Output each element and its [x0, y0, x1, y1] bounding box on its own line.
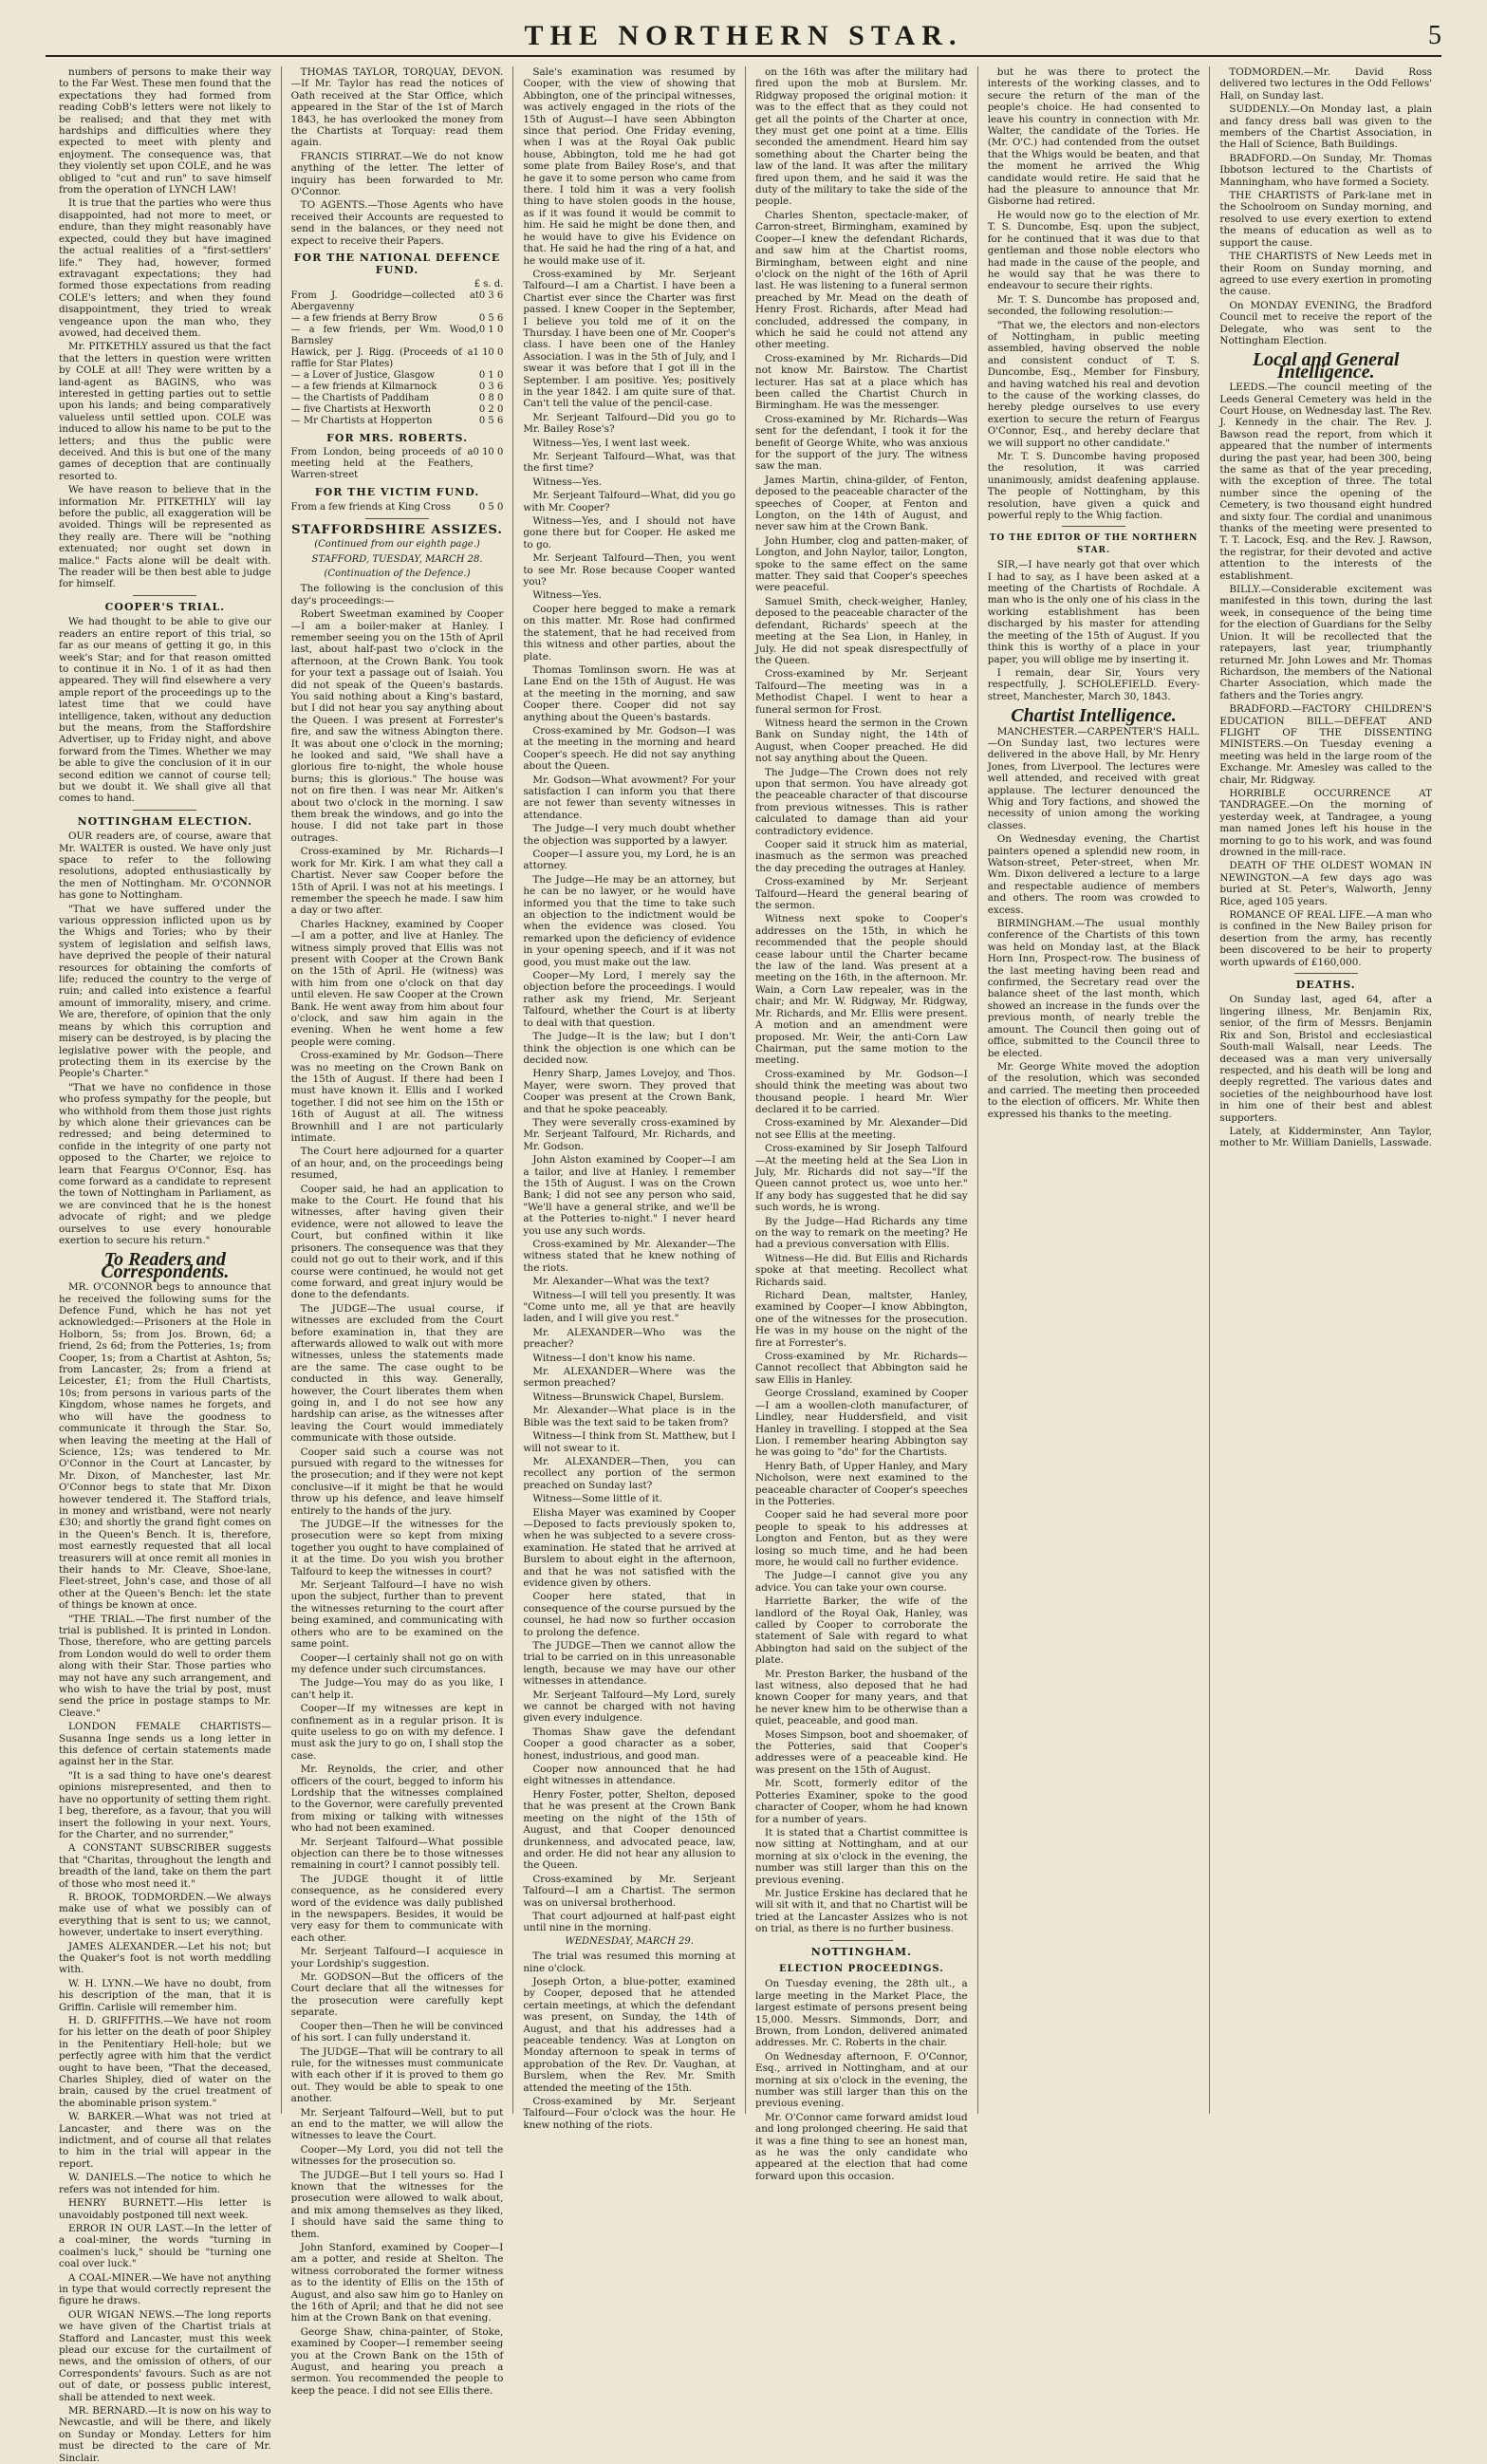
paragraph: but he was there to protect the interests of the working classes, and to secure the return of the man of the people's choice. He had consented to leave his country in connection with Mr. Walter, the candidate of the Tories. He (Mr. O'C.) had contended from the outset that the Whigs would be beaten, and that the moment he arrived the Whig candidate would retire. He said that he had the pleasure to announce that Mr. Gisborne had retired.: [987, 66, 1200, 208]
paragraph: Cross-examined by Mr. Serjeant Talfourd—I am a Chartist. The sermon was on universal brotherhood.: [523, 1873, 736, 1909]
paragraph: Mr. Reynolds, the crier, and other officers of the court, begged to inform his Lordship that the witnesses complained to the Governor, were carefully prevented from mixing or talking with witnesses who had not been examined.: [290, 1764, 504, 1835]
paragraph: Samuel Smith, check-weigher, Hanley, deposed to the peaceable character of the defendant, Richards' speech at the meeting at the Sea Lion, in Hanley, in July. He did not speak disrespectfully of the Queen.: [755, 595, 968, 666]
paragraph: Mr. Serjeant Talfourd—My Lord, surely we cannot be charged with not having given every indulgence.: [523, 1689, 736, 1725]
paragraph: Mr. Serjeant Talfourd—What, was that the first time?: [523, 451, 736, 475]
section-heading-large: Chartist Intelligence.: [1011, 705, 1177, 727]
fund-entry: [291, 502, 504, 513]
paragraph: Cross-examined by Mr. Serjeant Talfourd—The meeting was in a Methodist Chapel. I went to hear a funeral sermon for Frost.: [755, 668, 968, 716]
paragraph: Witness—Yes, and I should not have gone there but for Cooper. He asked me to go.: [523, 515, 736, 551]
section-heading-large: Local and General Intelligence.: [1252, 349, 1400, 383]
paragraph: Witness—I will tell you presently. It was "Come unto me, all ye that are heavily laden, and I will give you rest.": [523, 1289, 736, 1325]
paragraph: On Tuesday evening, the 28th ult., a large meeting in the Market Place, the largest estimate of persons present being 15,000. Messrs. Simmonds, Dorr, and Brown, from London, delivered animated addresses. Mr. C. Roberts in the chair.: [755, 1978, 968, 2049]
paragraph: The JUDGE—That will be contrary to all rule, for the witnesses must communicate with each other if it is proved to them go out. They would be able to speak to one another.: [290, 2045, 504, 2105]
paragraph: The JUDGE—But I tell yours so. Had I known that the witnesses for the prosecution were allowed to walk about, and mix among themselves as they liked, I should have said the same thing to them.: [290, 2169, 504, 2240]
paragraph: Cooper—My Lord, you did not tell the witnesses for the prosecution so.: [290, 2143, 504, 2168]
divider: [133, 595, 196, 596]
paragraph: A COAL-MINER.—We have not anything in type that would correctly represent the figure he draws.: [59, 2271, 271, 2307]
paragraph: HENRY BURNETT.—His letter is unavoidably postponed till next week.: [59, 2197, 271, 2221]
paragraph: numbers of persons to make their way to the Far West. These men found that the expectations they had formed from reading CobB's letters were not likely to be realised; and that they met with hardships and difficulties where they expected to meet with plenty and enjoyment. The consequence was, that they violently set upon COLE, and he was obliged to "cut and run" to save himself from the operation of LYNCH LAW!: [59, 66, 271, 196]
paragraph: Thomas Shaw gave the defendant Cooper a good character as a sober, honest, industrious, and good man.: [523, 1726, 736, 1762]
paragraph: Mr. Godson—What avowment? For your satisfaction I can inform you that there are not fewer than seventy witnesses in attendance.: [523, 774, 736, 821]
fund-entry-amount: 0 5 0: [478, 501, 504, 513]
paragraph: It is stated that a Chartist committee is now sitting at Nottingham, and at our morning at six o'clock in the evening, the number was still larger than this on the previous evening.: [755, 1826, 968, 1886]
paragraph: THE CHARTISTS of Park-lane met in the Schoolroom on Sunday morning, and resolved to use every exertion to extend the means of education as well as to support the cause.: [1219, 190, 1433, 249]
fund-entry-label: From London, being proceeds of a meeting held at the Feathers, Warren-street: [290, 447, 474, 481]
paragraph: The Judge—I cannot give you any advice. You can take your own course.: [755, 1570, 968, 1594]
paragraph: On Wednesday evening, the Chartist painters opened a splendid new room, in Watson-street, Peter-street, when Mr. Wm. Dixon delivered a lecture to a large and respectable audience of members and others. The room was crowded to excess.: [987, 833, 1200, 916]
paragraph: Mr. Scott, formerly editor of the Potteries Examiner, spoke to the good character of Cooper, whom he had known for a number of years.: [755, 1778, 968, 1825]
paragraph: Mr. ALEXANDER—Where was the sermon preached?: [523, 1366, 736, 1390]
paragraph: Mr. Preston Barker, the husband of the last witness, also deposed that he had known Cooper for many years, and that he never knew him to be otherwise than a quiet, peaceable, and good man.: [755, 1668, 968, 1727]
paragraph: On Wednesday afternoon, F. O'Connor, Esq., arrived in Nottingham, and at our morning at six o'clock in the evening, the number was still larger than this on the previous evening.: [755, 2050, 968, 2110]
divider: [1062, 526, 1125, 527]
paragraph: DEATH OF THE OLDEST WOMAN IN NEWINGTON.—A few days ago was buried at St. Peter's, Walworth, Jenny Rice, aged 105 years.: [1219, 860, 1433, 907]
paragraph: John Alston examined by Cooper—I am a tailor, and live at Hanley. I remember the 15th of August. I was on the Crown Bank; I did not see any person who said, "We'll have a general strike, and we'll be at the Potteries to-night." I never heard you use any such words.: [523, 1154, 736, 1237]
paragraph: Cooper said it struck him as material, inasmuch as the sermon was preached the day preceding the outrages at Hanley.: [755, 839, 968, 874]
fund-heading: FOR THE VICTIM FUND.: [314, 486, 480, 499]
paragraph: Moses Simpson, boot and shoemaker, of the Potteries, said that Cooper's addresses were of a peaceable kind. He was present on the 15th of August.: [755, 1728, 968, 1776]
paragraph: The Judge—You may do as you like, I can't help it.: [290, 1677, 504, 1701]
divider: [365, 518, 429, 519]
paragraph: Cooper said he had several more poor people to speak to his addresses at Longton and Fenton, but as they were losing so much time, and he had been more, he would call no further evidence.: [755, 1509, 968, 1568]
section-heading: STAFFORDSHIRE ASSIZES.: [291, 522, 503, 537]
paragraph: That court adjourned at half-past eight until nine in the morning.: [523, 1910, 736, 1934]
paragraph: Cross-examined by Mr. Godson—I was at the meeting in the morning and heard Cooper's speech. He did not say anything about the Queen.: [523, 724, 736, 773]
paragraph: It is true that the parties who were thus disappointed, had not more to meet, or endure, than they might reasonably have expected, could they but have imagined the actual realities of a "first-settlers' life." They had, however, formed extravagant expectations; they had formed those expectations from reading COLE's letters; and when they found disappointment, they tried to wreak vengeance upon the man who, they avowed, had deceived them.: [59, 197, 271, 339]
divider: [133, 810, 196, 811]
paragraph: SUDDENLY.—On Monday last, a plain and fancy dress ball was given to the members of the Chartist Association, in the Hall of Science, Bath Buildings.: [1219, 103, 1433, 151]
subheading: STAFFORD, TUESDAY, MARCH 28.: [311, 553, 483, 565]
fund-entry-amount: 0 5 6: [478, 415, 504, 426]
paragraph: The JUDGE—The usual course, if witnesses are excluded from the Court before examination in, that they are afterwards allowed to walk out with more witnesses, unless the statements made are the same. The case ought to be conducted in this way. Generally, however, the Court liberates them when going in, and I do not see how any hardship can arise, as the witnesses after leaving the Court would immediately communicate with those outside.: [290, 1302, 504, 1445]
paragraph: THOMAS TAYLOR, TORQUAY, DEVON.—If Mr. Taylor has read the notices of Oath received at the Star Office, which appeared in the Star of the 1st of March 1843, he has overlooked the money from the Chartists at Torquay: read them again.: [290, 66, 504, 149]
paragraph: Cross-examined by Mr. Serjeant Talfourd—Four o'clock was the hour. He knew nothing of the riots.: [523, 2096, 736, 2131]
page-number: 5: [1428, 21, 1441, 50]
fund-entry: [291, 382, 504, 393]
paragraph: R. BROOK, TODMORDEN.—We always make use of what we possibly can of everything that is sent to us; we cannot, however, undertake to insert everything.: [59, 1891, 271, 1939]
fund-entry-label: — five Chartists at Hexworth: [290, 403, 432, 415]
paragraph: Charles Hackney, examined by Cooper—I am a potter, and live at Hanley. The witness simply proved that Ellis was not present with Cooper at the Crown Bank on the 15th of April. He (witness) was with him from one o'clock on that day until eleven. He saw Cooper at the Crown Bank. He went away from him about four o'clock, and saw him again in the evening. When he went home a few people were coming.: [290, 918, 504, 1048]
paragraph: Mr. T. S. Duncombe having proposed the resolution, it was carried unanimously, amidst deafening applause. The people of Nottingham, by this resolution, have given a quick and powerful reply to the Whig faction.: [987, 451, 1200, 522]
paragraph: Cross-examined by Mr. Serjeant Talfourd—Heard the general bearing of the sermon.: [755, 876, 968, 912]
paragraph: Witness—He did. But Ellis and Richards spoke at that meeting. Recollect what Richards said.: [755, 1252, 968, 1288]
paragraph: Mr. Serjeant Talfourd—Well, but to put an end to the matter, we will allow the witnesses to leave the Court.: [290, 2106, 504, 2142]
paragraph: LONDON FEMALE CHARTISTS—Susanna Inge sends us a long letter in this defence of certain statements made against her in the Star.: [59, 1721, 271, 1768]
paragraph: Mr. PITKETHLY assured us that the fact that the letters in question were written by COLE at all! They were written by a land-agent as BAGINS, who was interested in getting parties out to settle upon his lands; and being comparatively valueless until settled upon. COLE was induced to allow his name to be put to the letters; and thus the public were deceived. And this is but one of the many games of deception that are continually resorted to.: [59, 341, 271, 482]
paragraph: Cooper—I assure you, my Lord, he is an attorney.: [523, 849, 736, 872]
section-heading: NOTTINGHAM ELECTION.: [77, 814, 253, 828]
paragraph: Mr. Serjeant Talfourd—Did you go to Mr. Bailey Rose's?: [523, 411, 736, 436]
paragraph: BRADFORD.—FACTORY CHILDREN'S EDUCATION BILL.—DEFEAT AND FLIGHT OF THE DISSENTING MINISTERS.—On Tuesday evening a meeting was held in the large room of the Exchange. Mr. Amesley was called to the chair, Mr. Ridgway.: [1219, 703, 1433, 786]
fund-entry-amount: 0 3 6: [478, 289, 504, 301]
column-5: [978, 66, 1211, 2114]
paragraph: Witness—Yes.: [532, 476, 602, 488]
paragraph: TO AGENTS.—Those Agents who have received their Accounts are requested to send in the balances, or they need not expect to receive their Papers.: [290, 199, 504, 247]
masthead: [46, 17, 1441, 57]
fund-entry: [291, 447, 504, 481]
fund-entry: [291, 393, 504, 404]
divider: [1294, 973, 1358, 974]
paragraph: Mr. T. S. Duncombe has proposed and, seconded, the following resolution:—: [987, 293, 1200, 318]
paragraph: The JUDGE—Then we cannot allow the trial to be carried on in this unreasonable length, because we may have our other witnesses in attendance.: [523, 1640, 736, 1688]
fund-entry-label: — a Lover of Justice, Glasgow: [290, 369, 436, 381]
paragraph: Mr. Serjeant Talfourd—What, did you go with Mr. Cooper?: [523, 490, 736, 513]
fund-entry-amount: 1 10 0: [473, 346, 504, 358]
paragraph: Thomas Tomlinson sworn. He was at Lane End on the 15th of August. He was at the meeting in the morning, and saw Cooper there. Cooper did not say anything about the Queen's bastards.: [523, 663, 736, 723]
paragraph: Cross-examined by Sir Joseph Talfourd—At the meeting held at the Sea Lion in July, Mr. Richards did not say—"If the Queen cannot protect us, woe unto her." If any body has suggested that he did say such words, he is wrong.: [755, 1143, 968, 1214]
paragraph: W. BARKER.—What was not tried at Lancaster, and there was on the indictment, and of course all that relates to him in the trial will appear in the report.: [59, 2111, 271, 2170]
fund-entry-label: From J. Goodridge—collected at Abergavenny: [290, 289, 479, 312]
paragraph: Richard Dean, maltster, Hanley, examined by Cooper—I know Abbington, one of the witnesses for the prosecution. He was in my house on the night of the fire at Forrester's.: [755, 1290, 968, 1349]
fund-entry-label: — a few friends, per Wm. Wood, Barnsley: [290, 324, 479, 346]
paragraph: Harriette Barker, the wife of the landlord of the Royal Oak, Hanley, was called by Cooper to corroborate the statement of Sale with regard to what Abbington had said on the subject of the plate.: [755, 1596, 968, 1667]
paragraph: JAMES ALEXANDER.—Let his not; but the Quaker's foot is not worth meddling with.: [59, 1940, 271, 1976]
fund-entry-label: — the Chartists of Paddiham: [290, 392, 429, 403]
paragraph: H. D. GRIFFITHS.—We have not room for his letter on the death of poor Shipley in the Penitentiary Hell-hole; but we perfectly agree with him that the verdict ought to have been, "That the deceased, Charles Shipley, died of water on the brain, caused by the cruel treatment of the abominable prison system.": [59, 2015, 271, 2109]
paragraph: We had thought to be able to give our readers an entire report of this trial, so far as our means of getting it go, in this week's Star; and for that reason omitted to continue it in No. 1 of it as had then appeared. They will find elsewhere a very ample report of the proceedings up to the latest time that we could have intelligence, taken, without any deduction but the means, from the Staffordshire Advertiser, up to Friday night, and above forward from the Times. Whether we may be able to give the conclusion of it in our second edition we cannot of course tell; but we doubt it. We shall give all that comes to hand.: [59, 616, 271, 805]
paragraph: on the 16th was after the military had fired upon the mob at Burslem. Mr. Ridgway proposed the original motion: it was to the effect that as they could not get all the points of the Charter at once, they must get one point at a time. Ellis seconded the amendment. Heard him say something about the Charter being the law of the land. It was after the military fired upon them, and he said it was the duty of the military to take the side of the people.: [755, 66, 968, 208]
paragraph: MANCHESTER.—CARPENTER'S HALL.—On Sunday last, two lectures were delivered in the above Hall, by Mr. Henry Jones, from Liverpool. The lectures were well attended, and received with great applause. The lecturer denounced the Whig and Tory factions, and showed the necessity of union among the working classes.: [987, 725, 1200, 831]
paragraph: Mr. George White moved the adoption of the resolution, which was seconded and carried. The meeting then proceeded to the election of officers. Mr. White then expressed his thanks to the meeting.: [987, 1060, 1200, 1120]
paragraph: Witness—Brunswick Chapel, Burslem.: [532, 1391, 725, 1403]
paragraph: OUR readers are, of course, aware that Mr. WALTER is ousted. We have only just space to refer to the following resolutions, adopted enthusiastically by the men of Nottingham. Mr. O'CONNOR has gone to Nottingham.: [59, 831, 271, 902]
paragraph: The Court here adjourned for a quarter of an hour, and, on the proceedings being resumed,: [290, 1146, 504, 1182]
paragraph: Elisha Mayer was examined by Cooper—Deposed to facts previously spoken to, when he was subjected to a severe cross-examination. He stated that he arrived at Burslem to about eight in the afternoon, and that he was not satisfied with the evidence given by others.: [523, 1506, 736, 1589]
paragraph: James Martin, china-gilder, of Fenton, deposed to the peaceable character of the speeches of Cooper, at Fenton and Longton, on the 14th of August, and never saw him at the Crown Bank.: [755, 474, 968, 533]
paragraph: Henry Foster, potter, Shelton, deposed that he was present at the Crown Bank meeting on the night of the 15th of August, and that Cooper denounced drunkenness, and advocated peace, law, and order. He did not hear any allusion to the Queen.: [523, 1788, 736, 1872]
paragraph: Mr. Serjeant Talfourd—What possible objection can there be to those witnesses remaining in court? I cannot possibly tell.: [290, 1836, 504, 1872]
paragraph: Charles Shenton, spectacle-maker, of Carron-street, Birmingham, examined by Cooper—I knew the defendant Richards, and saw him at the Chartist rooms, Birmingham, between eight and nine o'clock on the night of the 16th of April last. He was listening to a funeral sermon preached by Mr. Mead on the death of Henry Frost. Richards, after Mead had concluded, addressed the company, in which he said he could not attend any other meeting.: [755, 209, 968, 351]
fund-heading: FOR THE NATIONAL DEFENCE FUND.: [293, 252, 501, 276]
paragraph: George Crossland, examined by Cooper—I am a woollen-cloth manufacturer, of Lindley, near Huddersfield, and visit Hanley in travelling. I stopped at the Sea Lion. I remember hearing Abbington say he was going to "do" for the Chartists.: [755, 1388, 968, 1459]
paragraph: Henry Bath, of Upper Hanley, and Mary Nicholson, were next examined to the peaceable character of Cooper's speeches in the Potteries.: [755, 1460, 968, 1507]
fund-entry-amount: 0 5 6: [478, 312, 504, 324]
paragraph: They were severally cross-examined by Mr. Serjeant Talfourd, Mr. Richards, and Mr. Godson.: [523, 1116, 736, 1152]
fund-list: [291, 447, 504, 481]
paragraph: Robert Sweetman examined by Cooper—I am a boiler-maker at Hanley. I remember seeing you on the 15th of April last, about half-past two o'clock in the afternoon, at the Crown Bank. You took for your text a passage out of Isaiah. You did not speak of the Queen's bastards. You said nothing about a King's bastard, but I did not hear you say anything about the Queen. I was present at Forrester's fire, and saw the witness Abington there. It was about one o'clock in the morning; he looked and said, "We shall have a glorious fire to-night, the whole house burns; this is glorious." The house was not on fire then. I was near Mr. Aitken's about two o'clock in the morning. I saw them break the windows, and go into the house. I did not take part in those outrages.: [290, 608, 504, 844]
paragraph: We have reason to believe that in the information Mr. PITKETHLY will lay before the public, all exaggeration will be avoided. Things will be represented as they really are. There will be "nothing extenuated; nor ought set down in malice." Facts alone will be dealt with. The reader will be then best able to judge for himself.: [59, 484, 271, 590]
fund-column-header: £ s. d.: [474, 278, 504, 289]
paragraph: Cross-examined by Mr. Alexander—The witness stated that he knew nothing of the riots.: [523, 1239, 736, 1274]
paragraph: By the Judge—Had Richards any time on the way to remark on the meeting? He had a previous conversation with Ellis.: [755, 1215, 968, 1251]
fund-entry-label: Hawick, per J. Rigg. (Proceeds of a raffle for Star Plates): [290, 346, 474, 369]
paragraph: I remain, dear Sir, Yours very respectfully, J. SCHOLEFIELD. Every-street, Manchester, March 30, 1843.: [987, 666, 1200, 702]
fund-entry: [291, 313, 504, 325]
paragraph: Cooper here stated, that in consequence of the course pursued by the counsel, he had now so further occasion to prolong the defence.: [523, 1591, 736, 1638]
paragraph: Joseph Orton, a blue-potter, examined by Cooper, deposed that he attended certain meetings, at which the defendant was present, on Sunday, the 14th of August, and that his addresses had a peaceable tendency. Was at Longton on Monday afternoon to speak in terms of approbation of the Rev. Dr. Vaughan, at Burslem, when the Rev. Mr. Smith attended the meeting of the 15th.: [523, 1975, 736, 2094]
subheading: WEDNESDAY, MARCH 29.: [565, 1935, 694, 1947]
fund-entry-amount: 0 1 0: [478, 324, 504, 335]
fund-entry-amount: 0 8 0: [478, 392, 504, 403]
paragraph: The trial was resumed this morning at nine o'clock.: [523, 1951, 736, 1974]
paragraph: Witness—Yes, I went last week.: [532, 437, 691, 449]
paragraph: Cooper—My Lord, I merely say the objection before the proceedings. I would rather ask my friend, Mr. Serjeant Talfourd, whether the Court is at liberty to deal with that question.: [523, 970, 736, 1029]
paragraph: The Judge—He may be an attorney, but he can be no lawyer, or he would have informed you that the time to take such an objection to the indictment would be when the evidence was closed. You remarked upon the deficiency of evidence in your opening speech, and if it was not good, you must make out the law.: [523, 873, 736, 968]
fund-entry: [291, 370, 504, 382]
paragraph: Cooper said, he had an application to make to the Court. He found that his witnesses, after having given their evidence, were not allowed to leave the Court, but confined within it like prisoners. The consequence was that they could not go out to their work, and if this course were continued, he would not get come forward, and great injury would be done to the defendants.: [290, 1183, 504, 1301]
paragraph: "That we have no confidence in those who profess sympathy for the people, but who withhold from them those just rights by which alone their grievances can be redressed; and being determined to confide in the integrity of one party not opposed to the Charter, we rejoice to learn that Feargus O'Connor, Esq. has come forward as a candidate to represent the town of Nottingham in Parliament, as we are convinced that he is the honest advocate of right; and we pledge ourselves to use every honourable exertion to secure his return.": [59, 1081, 271, 1246]
section-subheading: ELECTION PROCEEDINGS.: [778, 1963, 944, 1974]
fund-entry-label: — a few friends at Kilmarnock: [290, 381, 437, 392]
paragraph: LEEDS.—The council meeting of the Leeds General Cemetery was held in the Court House, on Wednesday last. The Rev. J. Kennedy in the chair. The Rev. J. Bawson read the report, from which it appeared that the number of interments during the past year, had been 300, being the same as that of the year preceding, with the exception of three. The total number since the opening of the Cemetery, is two thousand eight hundred and sixty four. The cordial and unanimous thanks of the meeting were presented to T. T. Lacock, Esq. and the Rev. J. Rawson, the registrar, for their devoted and active attention to the interests of the establishment.: [1219, 382, 1433, 582]
paragraph: Cross-examined by Mr. Richards—I work for Mr. Kirk. I am what they call a Chartist. Never saw Cooper before the 15th of April. I was not at his meetings. I remember the speech he made. I saw him a day or two after.: [290, 846, 504, 917]
fund-entry-amount: 0 3 6: [478, 381, 504, 392]
fund-entry: [291, 347, 504, 370]
column-2: [282, 66, 514, 2397]
fund-list: [291, 290, 504, 427]
paragraph: "It is a sad thing to have one's dearest opinions misrepresented, and then to have no opportunity of setting them right. I beg, therefore, as a favour, that you will insert the following in your next. Yours, for the Charter, and no surrender,": [59, 1769, 271, 1840]
paragraph: He would now go to the election of Mr. T. S. Duncombe, Esq. upon the subject, for he continued that it was due to that gentleman and those noble electors who had made in the cause of the people, and he would say that he was there to endeavour to secure their rights.: [987, 209, 1200, 292]
paragraph: Mr. GODSON—But the officers of the Court declare that all the witnesses for the prosecution were carefully kept separate.: [290, 1971, 504, 2019]
paragraph: HORRIBLE OCCURRENCE AT TANDRAGEE.—On the morning of yesterday week, at Tandragee, a young man named Jones left his house in the morning to go to his work, and was found drowned in the mill-race.: [1219, 787, 1433, 858]
paragraph: The Judge—The Crown does not rely upon that sermon. You have already got the peaceable character of that discourse from previous witnesses. This is rather calculated to damage than aid your contradictory evidence.: [755, 766, 968, 837]
paragraph: A CONSTANT SUBSCRIBER suggests that "Charitas, throughout the length and breadth of the land, take on them the part of those who most need it.": [59, 1842, 271, 1890]
newspaper-title: THE NORTHERN STAR.: [524, 20, 963, 51]
paragraph: BIRMINGHAM.—The usual monthly conference of the Chartists of this town was held on Monday last, at the Black Horn Inn, Prospect-row. The business of the last meeting having been read and confirmed, the Secretary read over the balance sheet of the last month, which showed an increase in the funds over the previous month, of nearly treble the amount. The Council then going out of office, submitted to the Council three to be elected.: [987, 918, 1200, 1059]
subheading: (Continued from our eighth page.): [314, 539, 480, 551]
paragraph: Cooper said such a course was not pursued with regard to the witnesses for the prosecution; and if they were not kept conclusive—if it might be that he would throw up his defence, and leave himself entirely to the hands of the jury.: [290, 1446, 504, 1517]
paragraph: Cross-examined by Mr. Richards—Did not know Mr. Bairstow. The Chartist lecturer. Has sat at a place which has been called the Chartist Church in Birmingham. He was the messenger.: [755, 352, 968, 412]
paragraph: Mr. ALEXANDER—Then, you can recollect any portion of the sermon preached on Sunday last?: [523, 1455, 736, 1491]
subheading: (Continuation of the Defence.): [324, 568, 471, 579]
column-1: [49, 66, 282, 2464]
paragraph: Mr. ALEXANDER—Who was the preacher?: [523, 1326, 736, 1351]
paragraph: OUR WIGAN NEWS.—The long reports we have given of the Chartist trials at Stafford and Lancaster, must this week plead our excuse for the curtailment of news, and the omission of others, of our Correspondents' favours. Such as are not out of date, or possess public interest, shall be attended to next week.: [59, 2308, 271, 2403]
paragraph: Mr. Serjeant Talfourd—I acquiesce in your Lordship's suggestion.: [290, 1946, 504, 1969]
paragraph: Mr. Serjeant Talfourd—Then, you went to see Mr. Rose because Cooper wanted you?: [523, 552, 736, 588]
paragraph: SIR,—I have nearly got that over which I had to say, as I have been asked at a meeting of the Chartists of Rochdale. A man who is the only one of his class in the working establishment has been discharged by his master for attending the meeting of the 15th of August. If you think this is worthy of a place in your paper, you will oblige me by inserting it.: [987, 559, 1200, 665]
paragraph: Witness next spoke to Cooper's addresses on the 15th, in which he recommended that the people should cease labour until the Charter became the law of the land. Was present at a meeting on the 16th, in the afternoon. Mr. Wain, a Corn Law repealer, was in the chair; and Mr. W. Ridgway, Mr. Ridgway, Mr. Richards, and Mr. Ellis were present. A motion and an amendment were proposed. Mr. Weir, the anti-Corn Law Chairman, put the same motion to the meeting.: [755, 913, 968, 1067]
paragraph: Mr. Alexander—What was the text?: [532, 1276, 710, 1288]
paragraph: W. DANIELS.—The notice to which he refers was not intended for him.: [59, 2172, 271, 2195]
divider: [829, 1940, 893, 1941]
paragraph: On Sunday last, aged 64, after a lingering illness, Mr. Benjamin Rix, senior, of the firm of Messrs. Benjamin Rix and Son, Bristol and ecclesiastical South-mall Walsall, near Leeds. The deceased was a man very universally respected, and his death will be long and deeply regretted. The various dates and societies of the neighbourhood have lost in him one of their best and ablest supporters.: [1219, 994, 1433, 1124]
paragraph: THE CHARTISTS of New Leeds met in their Room on Sunday morning, and agreed to use every exertion in promoting the cause.: [1219, 251, 1433, 298]
paragraph: Sale's examination was resumed by Cooper, with the view of showing that Abbington, one of the principal witnesses, was actively engaged in the riots of the 15th of August—I have seen Abbington since that period. One Friday evening, when I was at the Royal Oak public house, Abbington, told me he had got some plate from Bailey Rose's, and that he gave it to some person who came from there. I told him it was a very foolish thing to have stolen goods in the house, as if it was found it would be commit to him. He said he might be done then, and he would have to give his Evidence on that. He said he had the ring of a hat, and he would make use of it.: [523, 66, 736, 267]
paragraph: Cooper—If my witnesses are kept in confinement as in a regular prison. It is quite useless to go on with my defence. I must ask the jury to go on, I shall stop the case.: [290, 1703, 504, 1762]
paragraph: The Judge—It is the law; but I don't think the objection is one which can be decided now.: [523, 1031, 736, 1066]
paragraph: John Stanford, examined by Cooper—I am a potter, and reside at Shelton. The witness corroborated the former witness as to the identity of Ellis on the 15th of August, and also saw him go to Hanley on the 16th of April; and that he did not see him at the Crown Bank on that evening.: [290, 2242, 504, 2324]
paragraph: "That we, the electors and non-electors of Nottingham, in public meeting assembled, having observed the noble and consistent conduct of T. S. Duncombe, Esq., Member for Finsbury, and having watched his real and devotion to the cause of the working classes, do hereby pledge ourselves to use every exertion to secure the return of Feargus O'Connor, Esq., and hereby declare that we will support no other candidate.": [987, 319, 1200, 449]
column-4: [746, 66, 978, 2182]
paragraph: Mr. Serjeant Talfourd—I have no wish upon the subject, further than to prevent the witnesses returning to the court after being examined, and communicating with others who are to be examined on the same point.: [290, 1579, 504, 1651]
fund-entry-amount: 0 1 0: [478, 369, 504, 381]
paragraph: ERROR IN OUR LAST.—In the letter of a coal-miner, the words "turning in coalmen's luck," should be "turning one coal over luck.": [59, 2222, 271, 2270]
section-heading: COOPER'S TRIAL.: [104, 600, 226, 613]
paragraph: BRADFORD.—On Sunday, Mr. Thomas Ibbotson lectured to the Chartists of Manningham, who have formed a Society.: [1219, 152, 1433, 188]
fund-entry-amount: 0 2 0: [478, 403, 504, 415]
paragraph: Witness—I don't know his name.: [532, 1352, 696, 1364]
fund-list: [291, 502, 504, 513]
paragraph: The following is the conclusion of this day's proceedings:—: [290, 583, 504, 607]
paragraph: FRANCIS STIRRAT.—We do not know anything of the letter. The letter of inquiry has been forwarded to Mr. O'Connor.: [290, 150, 504, 198]
fund-entry: [291, 404, 504, 416]
paragraph: Cooper now announced that he had eight witnesses in attendance.: [523, 1764, 736, 1787]
paragraph: On MONDAY EVENING, the Bradford Council met to receive the report of the Delegate, who was sent to the Nottingham Election.: [1219, 299, 1433, 346]
paragraph: TODMORDEN.—Mr. David Ross delivered two lectures in the Odd Fellows' Hall, on Sunday last.: [1219, 66, 1433, 102]
fund-heading: FOR MRS. ROBERTS.: [326, 431, 468, 444]
paragraph: W. H. LYNN.—We have no doubt, from his description of the man, that it is Griffin. Carlisle will remember him.: [59, 1977, 271, 2013]
paragraph: MR. O'CONNOR begs to announce that he received the following sums for the Defence Fund, which he has not yet acknowledged:—Prisoners at the Hole in Holborn, 5s; from Jos. Brown, 6d; a friend, 2s 6d; from the Potteries, 1s; from Cooper, 1s; from a Chartist at Ashton, 5s; from Lancaster, 2s; from a friend at Leicester, £1; from the Hull Chartists, 10s; from persons in various parts of the Kingdom, whose names he forgets, and who will have the goodness to communicate it through the Star. So, when leaving the meeting at the Hall of Science, 12s; was tendered to Mr. O'Connor in the Court at Lancaster, by Mr. Dixon, of Manchester, last Mr. O'Connor begs to state that Mr. Dixon however tendered it. The Stafford trials, in money and wristband, were not nearly £30; and shortly the grand fight comes on in the Queen's Bench. It is, therefore, most earnestly requested that all local treasurers will at once remit all monies in their hands to Mr. Cleave, Shoe-lane, Fleet-street, John's case, and those of all other at the Queen's Bench: let the state of things be known at once.: [59, 1281, 271, 1612]
column-3: [513, 66, 746, 2131]
paragraph: BILLY.—Considerable excitement was manifested in this town, during the last week, in consequence of the being time for the election of Guardians for the Selby Union. It will be recollected that the ratepayers, last year, triumphantly returned Mr. John Lowes and Mr. Thomas Richardson, the members of the National Charter Association, which made the fathers and the Tories angry.: [1219, 584, 1433, 701]
fund-entry-label: — a few friends at Berry Brow: [290, 312, 437, 324]
column-6: [1210, 66, 1441, 2114]
paragraph: Witness—I think from St. Matthew, but I will not swear to it.: [523, 1430, 736, 1454]
paragraph: Cross-examined by Mr. Alexander—Did not see Ellis at the meeting.: [755, 1117, 968, 1141]
paragraph: Witness—Some little of it.: [532, 1493, 662, 1505]
fund-entry-label: From a few friends at King Cross: [290, 501, 451, 513]
fund-entry: [291, 290, 504, 313]
paragraph: Cross-examined by Mr. Richards—Cannot recollect that Abbington said he saw Ellis in Hanley.: [755, 1351, 968, 1386]
fund-entry-amount: 0 10 0: [473, 447, 504, 458]
section-heading: DEATHS.: [1295, 979, 1356, 992]
fund-entry: [291, 325, 504, 347]
paragraph: Cross-examined by Mr. Richards—Was sent for the defendant, I took it for the benefit of George White, who was anxious for the support of the jury. The witness saw the man.: [755, 413, 968, 473]
paragraph: Cooper—I certainly shall not go on with my defence under such circumstances.: [290, 1652, 504, 1675]
paragraph: Mr. Justice Erskine has declared that he will sit with it, and that no Chartist will be tried at the Lancaster Assizes who is not on trial, as there is no further business.: [755, 1887, 968, 1935]
paragraph: Cooper here begged to make a remark on this matter. Mr. Rose had confirmed the statement, that he had received from this witness and other parties, about the plate.: [523, 603, 736, 663]
column-grid: [49, 66, 1441, 2464]
letter-heading: TO THE EDITOR OF THE NORTHERN STAR.: [989, 533, 1199, 555]
paragraph: Lately, at Kidderminster, Ann Taylor, mother to Mr. William Daniells, Lasswade.: [1219, 1125, 1433, 1149]
paragraph: John Humber, clog and patten-maker, of Longton, and John Naylor, tailor, Longton, spoke to the same effect on the same matter. They said that Cooper's speeches were peaceful.: [755, 534, 968, 594]
paragraph: Cross-examined by Mr. Serjeant Talfourd—I am a Chartist. I have been a Chartist ever since the Charter was first passed. I knew Cooper in the September, I believe you told me of it on the Thursday. I have been one of Mr. Cooper's class. I have been one of the Hanley Association. I was in the 5th of July, and I swear it was before that I got ill in the September. I am positive. Yes; positively in the year 1842. I am quite sure of that. Can't tell the value of the pencil-case.: [523, 268, 736, 410]
paragraph: "THE TRIAL.—The first number of the trial is published. It is printed in London. Those, therefore, who are getting parcels from London would do well to order them along with their Star. Those parties who may not have any such arrangement, and who wish to have the trial by post, must send the price in postage stamps to Mr. Cleave.": [59, 1613, 271, 1719]
paragraph: The JUDGE thought it of little consequence, as he considered every word of the evidence was daily published in the newspapers. Besides, it would be very easy for them to communicate with each other.: [290, 1873, 504, 1944]
paragraph: Mr. Alexander—What place is in the Bible was the text said to be taken from?: [523, 1405, 736, 1428]
paragraph: ROMANCE OF REAL LIFE.—A man who is confined in the New Bailey prison for desertion from the army, has recently been discovered to be heir to property worth upwards of £160,000.: [1219, 909, 1433, 968]
paragraph: Witness—Yes.: [532, 589, 602, 602]
paragraph: The JUDGE—If the witnesses for the prosecution were so kept from mixing together you ought to have complained of it at the time. Do you wish you brother Talfourd to keep the witnesses in court?: [290, 1519, 504, 1577]
paragraph: MR. BERNARD.—It is now on his way to Newcastle, and will be there, and likely on Sunday or Monday. Letters for him must be directed to the care of Mr. Sinclair.: [59, 2405, 271, 2464]
paragraph: The Judge—I very much doubt whether the objection was supported by a lawyer.: [523, 823, 736, 847]
paragraph: Cross-examined by Mr. Godson—I should think the meeting was about two thousand people. I heard Mr. Wier declared it to be carried.: [755, 1068, 968, 1115]
paragraph: Mr. O'Connor came forward amidst loud and long prolonged cheering. He said that it was a fine thing to see an honest man, as he was the only candidate who appeared at the election that had come forward upon this occasion.: [755, 2111, 968, 2182]
paragraph: "That we have suffered under the various oppression inflicted upon us by the Whigs and Tories; who by their system of legislation and selfish laws, have deprived the people of their natural resources for obtaining the comforts of life; reduced the country to the verge of ruin; and called into existence a fearful amount of immorality, misery, and crime. We are, therefore, of opinion that the only means by which this corruption and misery can be destroyed, is by placing the legislative power with the people, and protecting them in its exercise by the People's Charter.": [59, 903, 271, 1080]
fund-entry-label: — Mr Chartists at Hopperton: [290, 415, 433, 426]
paragraph: Cross-examined by Mr. Godson—There was no meeting on the Crown Bank on the 15th of August. If there had been I must have known it. Ellis and I worked together. I did not see him on the 15th or 16th of August at all. The witness Brownhill and I are not particularly intimate.: [290, 1050, 504, 1145]
paragraph: Witness heard the sermon in the Crown Bank on Sunday night, the 14th of August, when Cooper preached. He did not say anything about the Queen.: [755, 717, 968, 765]
section-heading-large: To Readers and Correspondents.: [101, 1249, 230, 1282]
fund-entry: [291, 416, 504, 427]
paragraph: Henry Sharp, James Lovejoy, and Thos. Mayer, were sworn. They proved that Cooper was present at the Crown Bank, and that he spoke peaceably.: [523, 1068, 736, 1115]
paragraph: Cooper then—Then he will be convinced of his sort. I can fully understand it.: [290, 2020, 504, 2044]
paragraph: George Shaw, china-painter, of Stoke, examined by Cooper—I remember seeing you at the Crown Bank on the 15th of August, and hearing you preach a sermon. You recommended the people to keep the peace. I did not see Ellis there.: [290, 2325, 504, 2397]
section-heading: NOTTINGHAM.: [810, 1945, 912, 1958]
